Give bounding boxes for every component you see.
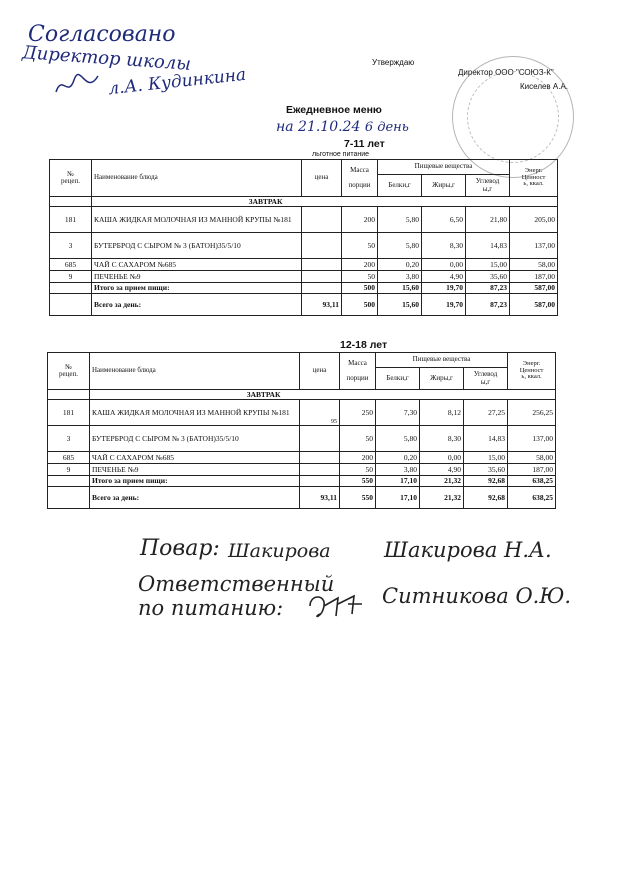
dish-name: КАША ЖИДКАЯ МОЛОЧНАЯ ИЗ МАННОЙ КРУПЫ №181	[90, 400, 300, 426]
dish-energy: 58,00	[508, 452, 556, 464]
table-row	[48, 464, 556, 476]
dish-protein: 5,80	[378, 207, 422, 233]
dish-mass: 50	[340, 426, 376, 452]
dish-name: ПЕЧЕНЬЕ №9	[90, 464, 300, 476]
total-mass: 550	[340, 487, 376, 509]
total-label: Всего за день:	[90, 487, 300, 509]
dish-fat: 0,00	[422, 259, 466, 271]
table-row	[50, 259, 558, 271]
subtotal-label: Итого за прием пищи:	[92, 283, 302, 294]
dish-protein: 5,80	[378, 233, 422, 259]
recipe-num: 9	[48, 464, 90, 476]
total-energy: 587,00	[510, 294, 558, 316]
subtotal-fat: 19,70	[422, 283, 466, 294]
dish-energy: 187,00	[508, 464, 556, 476]
responsible-label-1: Ответственный	[138, 572, 335, 596]
col-header-carb: Углевод ы,г	[464, 368, 508, 390]
menu-date-line	[276, 118, 409, 136]
recipe-num: 685	[50, 259, 92, 271]
subtotal-energy: 587,00	[510, 283, 558, 294]
dish-energy: 137,00	[508, 426, 556, 452]
menu-day: 6 день	[364, 120, 409, 135]
recipe-num: 181	[50, 207, 92, 233]
menu-table-7-11	[49, 159, 558, 316]
dish-energy: 205,00	[510, 207, 558, 233]
age-group-1: 7-11 лет	[344, 138, 385, 150]
dish-price	[302, 259, 342, 271]
dish-price-note: 95	[300, 400, 340, 426]
subtotal-energy: 638,25	[508, 476, 556, 487]
dish-carb: 27,25	[464, 400, 508, 426]
total-mass: 500	[342, 294, 378, 316]
subtotal-fat: 21,32	[420, 476, 464, 487]
col-header-num: № рецеп.	[48, 353, 90, 390]
dish-carb: 14,83	[466, 233, 510, 259]
approval-signature-mark	[52, 70, 102, 100]
table-row	[50, 233, 558, 259]
dish-carb: 21,80	[466, 207, 510, 233]
total-protein: 17,10	[376, 487, 420, 509]
approval-signature-line: л.А. Кудинкина	[107, 64, 247, 100]
dish-price	[300, 426, 340, 452]
col-header-price: цена	[302, 160, 342, 197]
dish-name: БУТЕРБРОД С СЫРОМ № 3 (БАТОН)35/5/10	[92, 233, 302, 259]
table-row	[48, 426, 556, 452]
table-row	[50, 207, 558, 233]
total-row	[48, 487, 556, 509]
total-protein: 15,60	[378, 294, 422, 316]
col-header-protein: Белки,г	[376, 368, 420, 390]
dish-fat: 4,90	[422, 271, 466, 283]
responsible-signature-mark	[304, 590, 364, 622]
responsible-label-2: по питанию:	[138, 596, 284, 620]
total-price: 93,11	[302, 294, 342, 316]
recipe-num: 9	[50, 271, 92, 283]
menu-table-12-18	[47, 352, 556, 509]
approve-name: Киселев А.А.	[520, 82, 569, 91]
col-header-nutrients: Пищевые вещества	[376, 353, 508, 368]
dish-name: ЧАЙ С САХАРОМ №685	[92, 259, 302, 271]
recipe-num: 685	[48, 452, 90, 464]
dish-name: КАША ЖИДКАЯ МОЛОЧНАЯ ИЗ МАННОЙ КРУПЫ №181	[92, 207, 302, 233]
menu-date: 21.10.24	[298, 119, 361, 135]
subtotal-mass: 550	[340, 476, 376, 487]
dish-fat: 6,50	[422, 207, 466, 233]
col-header-fat: Жиры,г	[422, 175, 466, 197]
total-row	[50, 294, 558, 316]
dish-protein: 0,20	[376, 452, 420, 464]
col-header-num: № рецеп.	[50, 160, 92, 197]
dish-protein: 5,80	[376, 426, 420, 452]
total-energy: 638,25	[508, 487, 556, 509]
col-header-name: Наименование блюда	[90, 353, 300, 390]
subtotal-carb: 92,68	[464, 476, 508, 487]
table-row	[48, 400, 556, 426]
dish-mass: 200	[342, 207, 378, 233]
menu-note: льготное питание	[312, 151, 370, 158]
dish-price	[300, 464, 340, 476]
subtotal-row	[50, 283, 558, 294]
cook-label: Повар:	[140, 536, 220, 561]
dish-price	[302, 271, 342, 283]
col-header-nutrients: Пищевые вещества	[378, 160, 510, 175]
section-breakfast: ЗАВТРАК	[90, 390, 556, 400]
dish-price	[302, 207, 342, 233]
dish-fat: 4,90	[420, 464, 464, 476]
subtotal-row	[48, 476, 556, 487]
dish-carb: 35,60	[464, 464, 508, 476]
total-carb: 92,68	[464, 487, 508, 509]
col-header-name: Наименование блюда	[92, 160, 302, 197]
total-label: Всего за день:	[92, 294, 302, 316]
dish-energy: 137,00	[510, 233, 558, 259]
dish-name: ЧАЙ С САХАРОМ №685	[90, 452, 300, 464]
approval-line-1: Согласовано	[28, 22, 176, 47]
col-header-price: цена	[300, 353, 340, 390]
col-header-energy: Энерг. Ценност ь, ккал.	[510, 160, 558, 197]
dish-fat: 8,12	[420, 400, 464, 426]
approve-director: Директор ООО "СОЮЗ-К"	[458, 68, 554, 77]
subtotal-mass: 500	[342, 283, 378, 294]
subtotal-label: Итого за прием пищи:	[90, 476, 300, 487]
dish-carb: 15,00	[466, 259, 510, 271]
dish-energy: 256,25	[508, 400, 556, 426]
dish-fat: 0,00	[420, 452, 464, 464]
total-carb: 87,23	[466, 294, 510, 316]
age-group-2: 12-18 лет	[340, 339, 388, 351]
dish-mass: 50	[342, 233, 378, 259]
col-header-energy: Энерг. Ценност ь, ккал.	[508, 353, 556, 390]
dish-energy: 58,00	[510, 259, 558, 271]
total-price: 93,11	[300, 487, 340, 509]
cook-signature: Шакирова	[228, 540, 331, 562]
dish-fat: 8,30	[420, 426, 464, 452]
dish-protein: 3,80	[378, 271, 422, 283]
dish-energy: 187,00	[510, 271, 558, 283]
dish-fat: 8,30	[422, 233, 466, 259]
dish-mass: 200	[342, 259, 378, 271]
approval-line-2: Директор школы	[21, 42, 192, 75]
cook-name: Шакирова Н.А.	[384, 538, 552, 562]
dish-mass: 250	[340, 400, 376, 426]
dish-price	[300, 452, 340, 464]
menu-heading: Ежедневное меню	[286, 104, 382, 116]
dish-protein: 7,30	[376, 400, 420, 426]
dish-carb: 15,00	[464, 452, 508, 464]
dish-mass: 50	[342, 271, 378, 283]
table-row	[50, 271, 558, 283]
col-header-mass: Масса порции	[342, 160, 378, 197]
col-header-fat: Жиры,г	[420, 368, 464, 390]
date-prefix: на	[276, 119, 294, 135]
col-header-carb: Углевод ы,г	[466, 175, 510, 197]
recipe-num: 3	[50, 233, 92, 259]
responsible-name: Ситникова О.Ю.	[382, 584, 572, 608]
dish-name: ПЕЧЕНЬЕ №9	[92, 271, 302, 283]
dish-price	[302, 233, 342, 259]
subtotal-protein: 17,10	[376, 476, 420, 487]
subtotal-protein: 15,60	[378, 283, 422, 294]
dish-carb: 35,60	[466, 271, 510, 283]
dish-name: БУТЕРБРОД С СЫРОМ № 3 (БАТОН)35/5/10	[90, 426, 300, 452]
dish-carb: 14,83	[464, 426, 508, 452]
section-breakfast: ЗАВТРАК	[92, 197, 558, 207]
subtotal-carb: 87,23	[466, 283, 510, 294]
dish-protein: 3,80	[376, 464, 420, 476]
total-fat: 21,32	[420, 487, 464, 509]
total-fat: 19,70	[422, 294, 466, 316]
dish-mass: 200	[340, 452, 376, 464]
table-row	[48, 452, 556, 464]
col-header-protein: Белки,г	[378, 175, 422, 197]
approve-label: Утверждаю	[372, 58, 415, 67]
recipe-num: 181	[48, 400, 90, 426]
dish-mass: 50	[340, 464, 376, 476]
col-header-mass: Масса порции	[340, 353, 376, 390]
recipe-num: 3	[48, 426, 90, 452]
dish-protein: 0,20	[378, 259, 422, 271]
